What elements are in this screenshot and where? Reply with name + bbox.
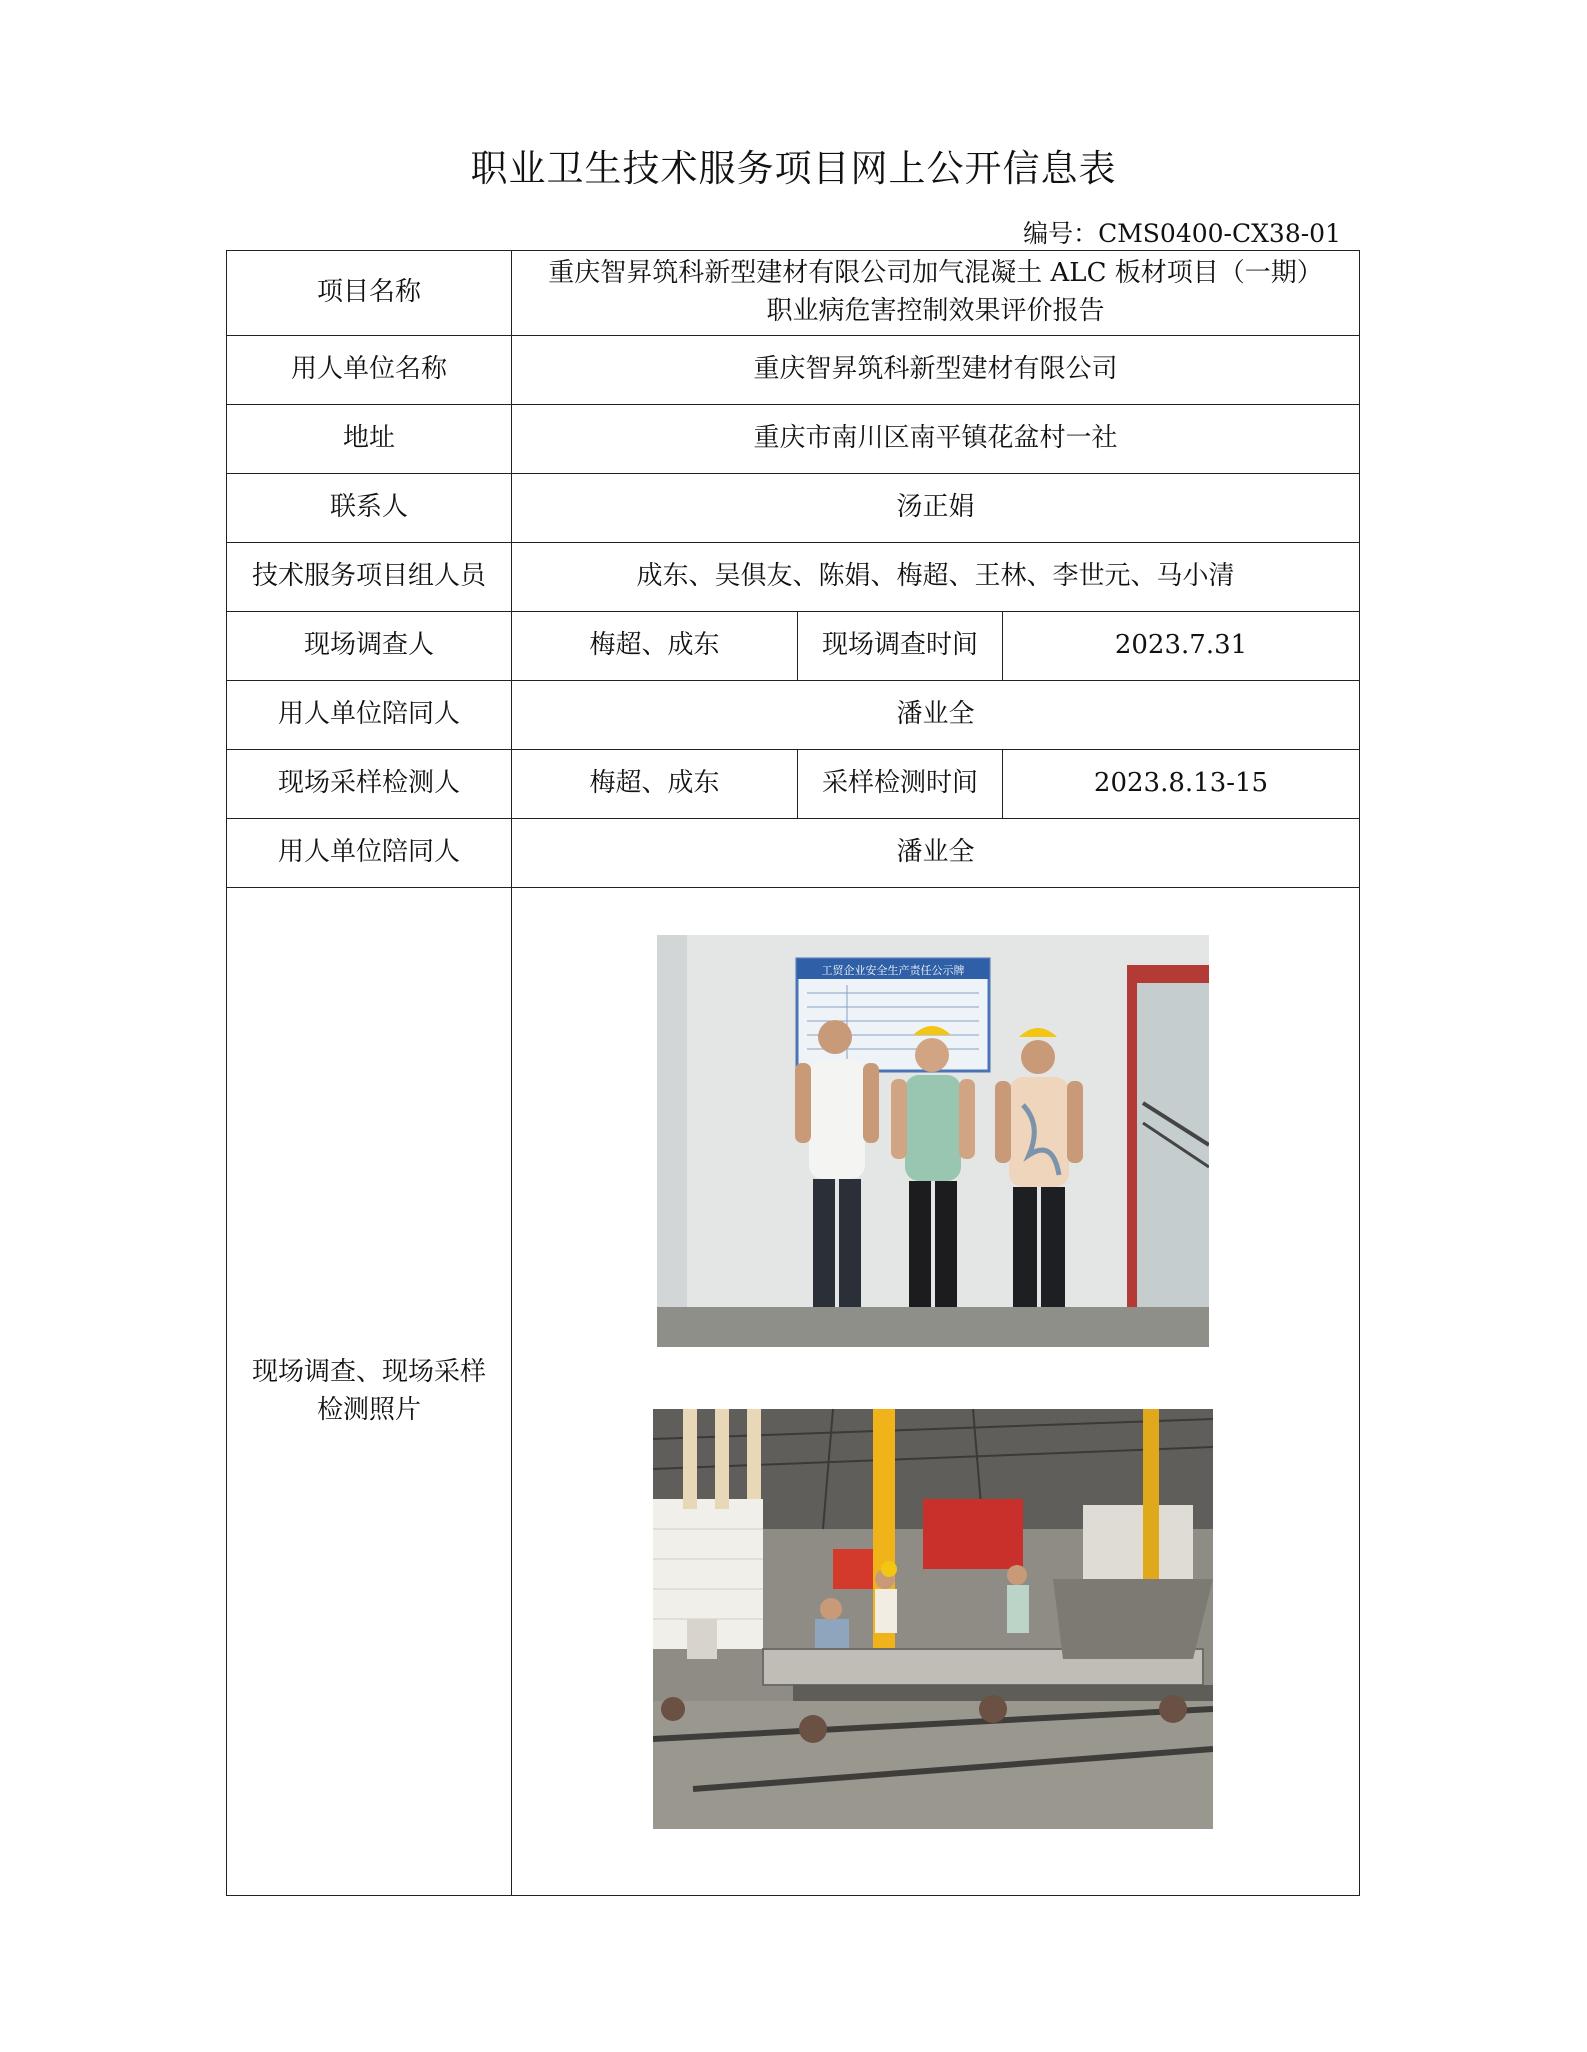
photos-label-line-1: 现场调查、现场采样 [251,1356,486,1387]
document-number: 编号：CMS0400-CX38-01 [1023,219,1341,248]
team-members-value: 成东、吴俱友、陈娟、梅超、王林、李世元、马小清 [512,543,1360,612]
employer-name-value: 重庆智昇筑科新型建材有限公司 [512,336,1360,405]
project-name-value [512,251,1360,336]
escort-value-1: 潘业全 [512,681,1360,750]
investigation-time-label: 现场调查时间 [798,612,1003,681]
row-contact [227,474,1360,543]
page-title: 职业卫生技术服务项目网上公开信息表 [470,147,1117,190]
contact-label: 联系人 [227,474,512,543]
investigation-time-value: 2023.7.31 [1003,612,1360,681]
row-employer-name [227,336,1360,405]
employer-name-label: 用人单位名称 [227,336,512,405]
project-name-label: 项目名称 [227,251,512,336]
project-name-line-1: 重庆智昇筑科新型建材有限公司加气混凝土 ALC 板材项目（一期） [548,258,1323,289]
contact-value: 汤正娟 [512,474,1360,543]
board-title: 工贸企业安全生产责任公示牌 [821,964,965,977]
sampling-photo [653,1409,1213,1829]
photos-label [227,888,512,1896]
sampling-tester-label: 现场采样检测人 [227,750,512,819]
escort-label-2: 用人单位陪同人 [227,819,512,888]
row-escort-2 [227,819,1360,888]
address-value: 重庆市南川区南平镇花盆村一社 [512,405,1360,474]
escort-label-1: 用人单位陪同人 [227,681,512,750]
photos-label-line-2: 检测照片 [316,1394,421,1425]
site-investigator-label: 现场调查人 [227,612,512,681]
project-name-line-2: 职业病危害控制效果评价报告 [766,296,1105,326]
address-label: 地址 [227,405,512,474]
row-site-investigator [227,612,1360,681]
row-team-members [227,543,1360,612]
info-table [226,250,1360,1896]
row-sampling-tester [227,750,1360,819]
row-escort-1 [227,681,1360,750]
escort-value-2: 潘业全 [512,819,1360,888]
row-photos [227,888,1360,1896]
row-project-name [227,251,1360,336]
row-address [227,405,1360,474]
sampling-time-label: 采样检测时间 [798,750,1003,819]
photos-cell [512,888,1360,1896]
team-members-label: 技术服务项目组人员 [227,543,512,612]
team-photo [657,935,1209,1347]
site-investigator-value: 梅超、成东 [512,612,798,681]
sampling-tester-value: 梅超、成东 [512,750,798,819]
sampling-time-value: 2023.8.13-15 [1003,750,1360,819]
